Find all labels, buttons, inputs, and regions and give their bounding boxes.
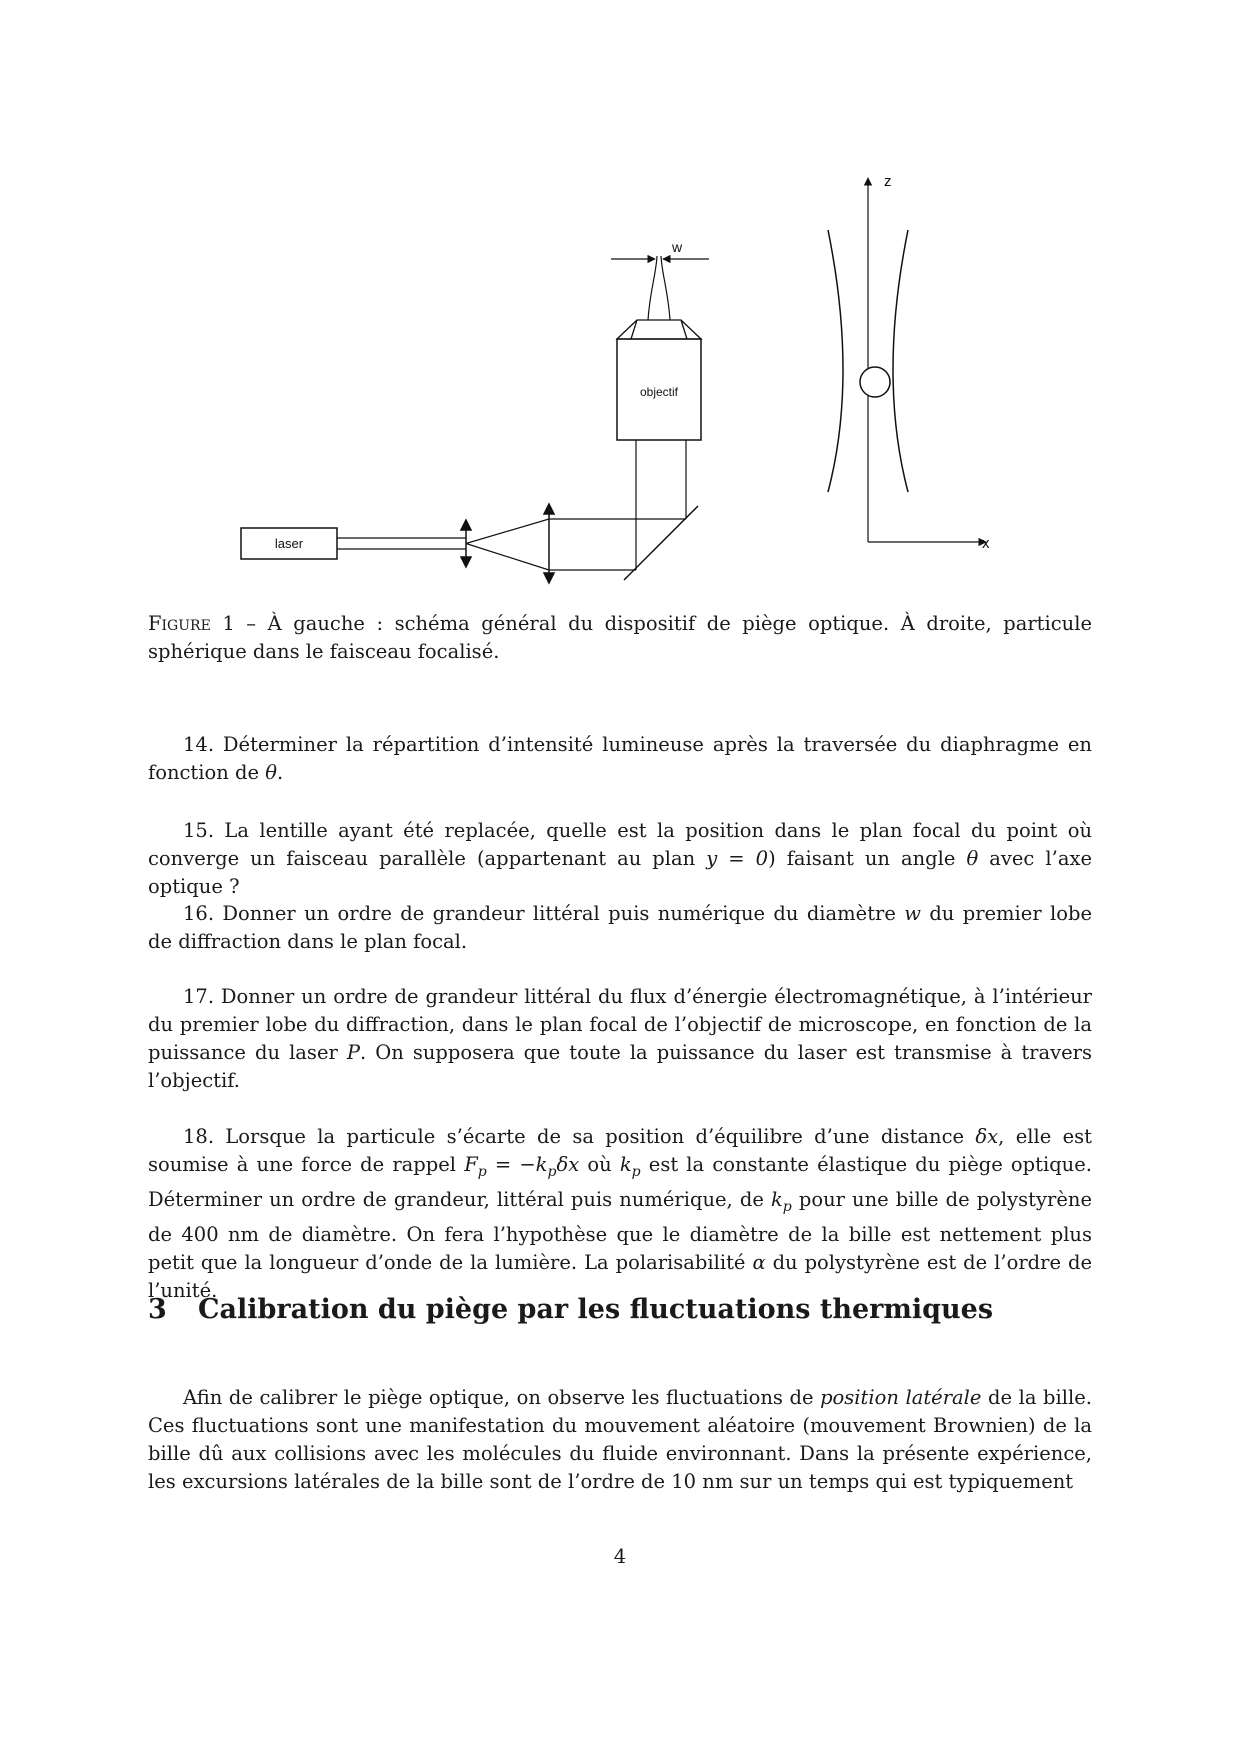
lens-2: [544, 504, 554, 583]
question-16: 16. Donner un ordre de grandeur littéral puis numérique du diamètre w du premier lobe de diffraction dans le plan focal.: [148, 902, 1093, 953]
mirror: [624, 506, 698, 580]
section-title-text: Calibration du piège par les fluctuations thermiques: [198, 1294, 994, 1325]
caption-label: Figure 1: [148, 612, 235, 635]
caption-text: – À gauche : schéma général du dispositif de piège optique. À droite, particule sphérique dans le faisceau focalisé.: [148, 612, 1092, 663]
lens-1: [461, 520, 471, 567]
spherical-particle: [860, 367, 890, 397]
question-15: 15. La lentille ayant été replacée, quelle est la position dans le plan focal du point où converge un faisceau parallèle (appartenant au plan y = 0) faisant un angle θ avec l’axe optique ?: [148, 819, 1092, 898]
objective-top: [617, 320, 701, 339]
page-number: 4: [613, 1545, 627, 1568]
section-number: 3: [148, 1294, 167, 1325]
x-label: x: [982, 535, 990, 552]
objectif-label: objectif: [639, 385, 679, 399]
laser-beam: [337, 440, 686, 570]
figure-caption: [148, 610, 1092, 666]
emphasis: position latérale: [820, 1386, 982, 1409]
z-label: z: [884, 173, 892, 190]
beam-profile-right: [893, 230, 908, 492]
beam-profile-left: [828, 230, 843, 492]
focused-beam: [648, 256, 670, 320]
question-18: 18. Lorsque la particule s’écarte de sa position d’équilibre d’une distance δx, elle est soumise à une force de rappel $F_p = -k_p\delta x$ où $k_p$ est la constante élastique du piège optique. Déterminer un ordre de grandeur, littéral puis numérique, de $k_p$ pour une bille de polystyrène de 400 nm de diamètre. On fera l’hypothèse que le diamètre de la bille est nettement plus petit que la longueur d’onde de la lumière. La polarisabilité α du polystyrène est de l’ordre de l’unité.: [148, 1125, 1093, 1302]
w-label: w: [671, 239, 683, 255]
question-17: 17. Donner un ordre de grandeur littéral du flux d’énergie électromagnétique, à l’intérieur du premier lobe du diffraction, dans le plan focal de l’objectif de microscope, en fonction de la puissance du laser P. On supposera que toute la puissance du laser est transmise à travers l’objectif.: [148, 985, 1093, 1092]
optical-trap-figure: [0, 0, 1240, 620]
question-14: 14. Déterminer la répartition d’intensité lumineuse après la traversée du diaphragme en fonction de θ.: [148, 733, 1092, 784]
laser-label: laser: [274, 536, 304, 551]
body-paragraph: Afin de calibrer le piège optique, on observe les fluctuations de position latérale de la bille. Ces fluctuations sont une manifestation du mouvement aléatoire (mouvement Brownien) de la bille dû aux collisions avec les molécules du fluide environnant. Dans la présente expérience, les excursions latérales de la bille sont de l’ordre de 10 nm sur un temps qui est typiquement: [148, 1386, 1092, 1493]
section-heading: [148, 1294, 993, 1325]
